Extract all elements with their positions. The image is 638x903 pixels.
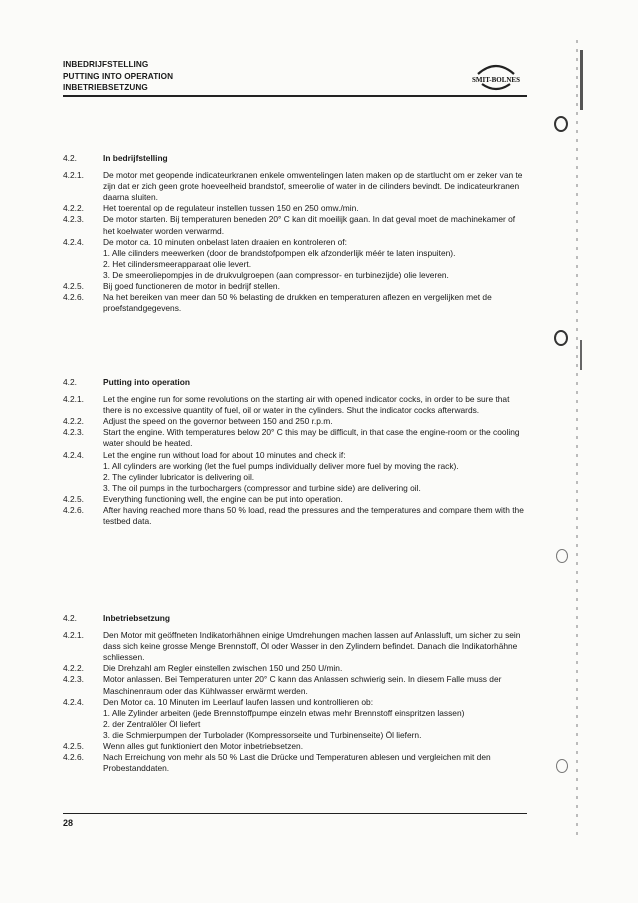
list-item: 4.2.1. De motor met geopende indicateurkranen enkele omwentelingen laten maken op de startlucht om er zeker van te zijn dat er zich geen grote hoeveelheid brandstof, smeerolie of water in de cilinders bevindt. De indicateurkranen daarna sluiten.: [63, 170, 523, 203]
scan-edge-mark: [576, 40, 578, 840]
punch-hole-icon: [554, 116, 568, 132]
page-header: [63, 59, 525, 94]
list-item: 4.2.4. Den Motor ca. 10 Minuten im Leerlauf laufen lassen und kontrollieren ob: 1. Alle Zylinder arbeiten (jede Brennstoffpumpe einzeln etwas mehr Brennstoff einspritzen lassen) 2. der Zentralöler Öl liefert 3. die Schmierpumpen der Turbolader (Kompressorseite und Turbinenseite) Öl liefern.: [63, 697, 529, 741]
sub-item: 3. De smeeroliepompjes in de drukvulgroepen (aan compressor- en turbinezijde) olie leveren.: [103, 269, 449, 280]
smit-bolnes-logo: [466, 60, 526, 96]
list-item: 4.2.5. Wenn alles gut funktioniert den Motor inbetriebsetzen.: [63, 741, 304, 752]
header-title-en: PUTTING INTO OPERATION: [63, 71, 174, 81]
section-german: [63, 613, 529, 774]
footer-rule: [63, 813, 527, 814]
section-heading: 4.2. Inbetriebsetzung: [63, 613, 171, 623]
list-item: 4.2.3. De motor starten. Bij temperaturen beneden 20° C kan dit moeilijk gaan. In dat geval moet de machinekamer of het koelwater worden verwarmd.: [63, 214, 516, 236]
list-item: 4.2.4. De motor ca. 10 minuten onbelast laten draaien en kontroleren of: 1. Alle cilinders meewerken (door de brandstofpompen elk afzonderlijk méér te laten inspuiten). 2. Het cilindersmeerapparaat olie levert. 3. De smeeroliepompjes in de drukvulgroepen (aan compressor- en turbinezijde) olie leveren.: [63, 237, 529, 281]
sub-item: 3. The oil pumps in the turbochargers (compressor and turbine side) are delivering oil.: [103, 482, 421, 493]
list-item: 4.2.6. Nach Erreichung von mehr als 50 % Last die Drücke und Temperaturen ablesen und vergleichen mit den Probestanddaten.: [63, 752, 491, 774]
sub-item: 1. All cylinders are working (let the fuel pumps individually deliver more fuel by moving the rack).: [103, 460, 459, 471]
sub-item: 2. der Zentralöler Öl liefert: [103, 718, 201, 729]
section-heading: 4.2. In bedrijfstelling: [63, 153, 168, 163]
header-rule: [63, 95, 527, 97]
header-title-nl: INBEDRIJFSTELLING: [63, 60, 149, 69]
list-item: 4.2.3. Start the engine. With temperatures below 20° C this may be difficult, in that case the engine-room or the cooling water should be heated.: [63, 427, 520, 449]
section-english: [63, 377, 529, 527]
logo-wordmark: SMIT-BOLNES: [472, 76, 520, 84]
scan-edge-mark: [580, 340, 582, 370]
punch-hole-icon: [556, 549, 568, 563]
punch-hole-icon: [556, 759, 568, 773]
list-item: 4.2.4. Let the engine run without load for about 10 minutes and check if: 1. All cylinders are working (let the fuel pumps individually deliver more fuel by moving the rack). 2. The cylinder lubricator is delivering oil. 3. The oil pumps in the turbochargers (compressor and turbine side) are delivering oil.: [63, 450, 529, 494]
list-item: 4.2.6. After having reached more thans 50 % load, read the pressures and the temperatures and compare them with the testbed data.: [63, 505, 524, 527]
scan-edge-mark: [580, 50, 583, 110]
sub-item: 2. Het cilindersmeerapparaat olie levert.: [103, 258, 252, 269]
list-item: 4.2.1. Den Motor mit geöffneten Indikatorhähnen einige Umdrehungen machen lassen auf Anlassluft, um sicher zu sein dass sich keine grosse Menge Brennstoff, Öl oder Wasser in den Zylindern befindet. Danach die Indikatorhähne schliessen.: [63, 630, 521, 663]
list-item: 4.2.2. Het toerental op de regulateur instellen tussen 150 en 250 omw./min.: [63, 203, 359, 214]
section-dutch: [63, 153, 529, 314]
list-item: 4.2.3. Motor anlassen. Bei Temperaturen unter 20° C kann das Anlassen schwierig sein. In diesem Falle muss der Maschinenraum oder das Kühlwasser erwärmt werden.: [63, 674, 502, 696]
list-item: 4.2.5. Bij goed functioneren de motor in bedrijf stellen.: [63, 281, 280, 292]
list-item: 4.2.6. Na het bereiken van meer dan 50 % belasting de drukken en temperaturen aflezen en vergelijken met de proefstandgegevens.: [63, 292, 492, 314]
section-heading: 4.2. Putting into operation: [63, 377, 190, 387]
header-title-de: INBETRIEBSETZUNG: [63, 83, 148, 92]
sub-item: 3. die Schmierpumpen der Turbolader (Kompressorseite und Turbinenseite) Öl liefern.: [103, 729, 422, 740]
list-item: 4.2.2. Die Drehzahl am Regler einstellen zwischen 150 und 250 U/min.: [63, 663, 343, 674]
punch-hole-icon: [554, 330, 568, 346]
page-number: 28: [63, 818, 74, 828]
list-item: 4.2.1. Let the engine run for some revolutions on the starting air with opened indicator cocks, in order to be sure that there is no excessive quantity of fuel, oil or water in the cylinders. Shut the indicator cocks afterwards.: [63, 394, 510, 416]
sub-item: 1. Alle Zylinder arbeiten (jede Brennstoffpumpe einzeln etwas mehr Brennstoff einspritzen lassen): [103, 707, 465, 718]
list-item: 4.2.2. Adjust the speed on the governor between 150 and 250 r.p.m.: [63, 416, 333, 427]
sub-item: 2. The cylinder lubricator is delivering oil.: [103, 471, 255, 482]
sub-item: 1. Alle cilinders meewerken (door de brandstofpompen elk afzonderlijk méér te laten inspuiten).: [103, 247, 456, 258]
list-item: 4.2.5. Everything functioning well, the engine can be put into operation.: [63, 493, 343, 504]
